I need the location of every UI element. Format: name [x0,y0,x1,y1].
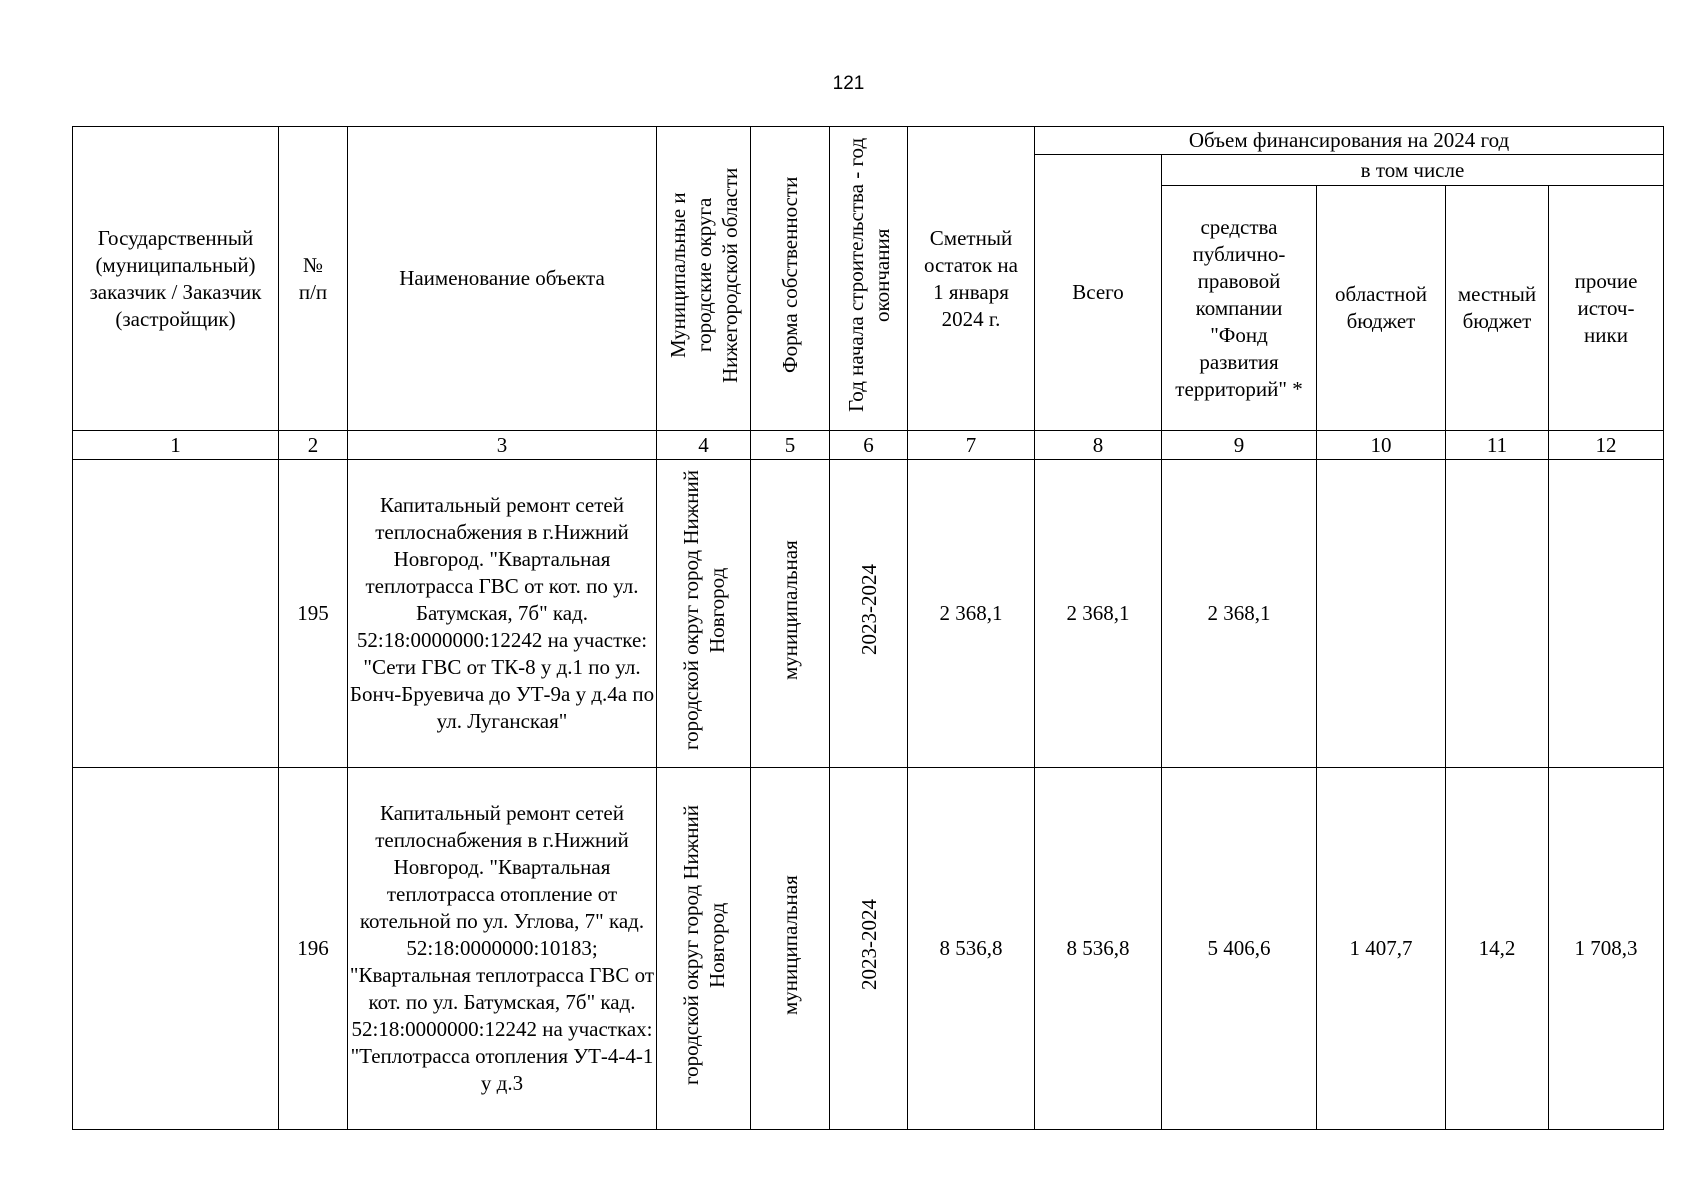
row-years [830,460,908,768]
table-row [73,768,1664,1130]
row-ownership-text: муниципальная [778,540,802,680]
row-customer [73,460,279,768]
column-number-5: 5 [751,431,830,460]
column-number-6: 6 [830,431,908,460]
header-estimate: Сметный остаток на 1 января 2024 г. [908,127,1035,431]
header-number: № п/п [279,127,348,431]
column-number-1: 1 [73,431,279,460]
header-financing-group: Объем финансирования на 2024 год [1035,127,1664,155]
header-ownership [751,127,830,431]
row-other [1549,460,1664,768]
header-fund: средства публично-правовой компании "Фонд развития территорий" * [1162,186,1317,431]
header-years [830,127,908,431]
header-years-text: Год начала строительства - год окончания [843,137,894,413]
row-local: 14,2 [1446,768,1549,1130]
header-object-name: Наименование объекта [348,127,657,431]
column-number-3: 3 [348,431,657,460]
column-number-4: 4 [657,431,751,460]
row-estimate: 8 536,8 [908,768,1035,1130]
row-years-text: 2023-2024 [856,564,881,656]
row-number: 195 [279,460,348,768]
row-years-text: 2023-2024 [856,899,881,991]
column-number-7: 7 [908,431,1035,460]
row-municipality-text: городской округ город Нижний Новгород [678,805,729,1085]
row-fund: 5 406,6 [1162,768,1317,1130]
row-ownership-text: муниципальная [778,875,802,1015]
header-local: местный бюджет [1446,186,1549,431]
header-regional: областной бюджет [1317,186,1446,431]
column-number-8: 8 [1035,431,1162,460]
row-municipality-text: городской округ город Нижний Новгород [678,470,729,750]
row-ownership [751,460,830,768]
header-municipality-text: Муниципальные и городские округа Нижегородской области [665,167,742,383]
row-object-name: Капитальный ремонт сетей теплоснабжения в г.Нижний Новгород. "Квартальная теплотрасса ГВС от кот. по ул. Батумская, 7б" кад. 52:18:0000000:12242 на участке: "Сети ГВС от ТК-8 у д.1 по ул. Бонч-Бруевича до УТ-9а у д.4а по ул. Луганская" [348,460,657,768]
row-customer [73,768,279,1130]
row-years [830,768,908,1130]
column-number-9: 9 [1162,431,1317,460]
row-municipality [657,460,751,768]
header-including-group: в том числе [1162,155,1664,186]
header-other: прочие источ-ники [1549,186,1664,431]
header-total: Всего [1035,155,1162,431]
column-number-11: 11 [1446,431,1549,460]
table-row [73,460,1664,768]
row-number: 196 [279,768,348,1130]
row-estimate: 2 368,1 [908,460,1035,768]
row-local [1446,460,1549,768]
financing-table [72,126,1664,1130]
column-number-12: 12 [1549,431,1664,460]
row-object-name: Капитальный ремонт сетей теплоснабжения в г.Нижний Новгород. "Квартальная теплотрасса отопление от котельной по ул. Углова, 7" кад. 52:18:0000000:10183; "Квартальная теплотрасса ГВС от кот. по ул. Батумская, 7б" кад. 52:18:0000000:12242 на участках: "Теплотрасса отопления УТ-4-4-1 у д.3 [348,768,657,1130]
row-total: 2 368,1 [1035,460,1162,768]
column-number-10: 10 [1317,431,1446,460]
row-total: 8 536,8 [1035,768,1162,1130]
row-regional [1317,460,1446,768]
header-customer: Государственный (муниципальный) заказчик / Заказчик (застройщик) [73,127,279,431]
row-fund: 2 368,1 [1162,460,1317,768]
row-municipality [657,768,751,1130]
row-ownership [751,768,830,1130]
header-municipality [657,127,751,431]
row-other: 1 708,3 [1549,768,1664,1130]
row-regional: 1 407,7 [1317,768,1446,1130]
column-number-2: 2 [279,431,348,460]
header-ownership-text: Форма собственности [778,176,802,374]
page-number: 121 [832,73,865,94]
